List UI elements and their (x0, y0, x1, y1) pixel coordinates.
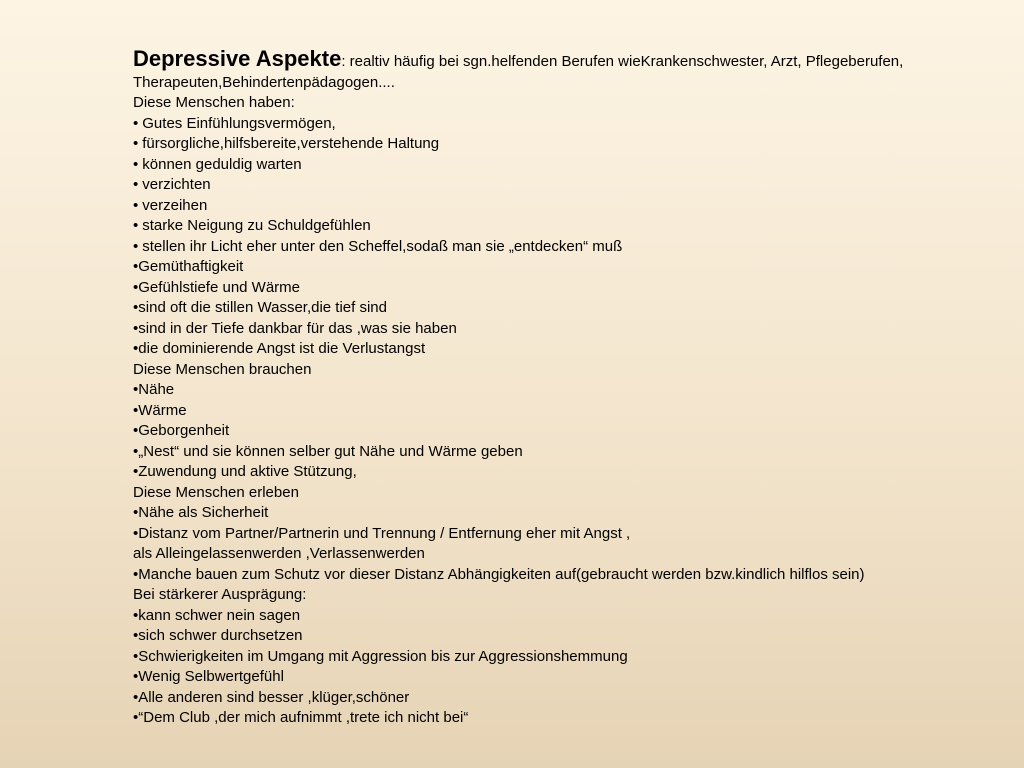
bullet-icon: • (133, 422, 139, 439)
slide-content (133, 46, 1013, 729)
bullet-icon: • (133, 647, 139, 665)
bullet-icon: • (133, 627, 139, 644)
bullet-icon: • (133, 565, 139, 583)
bullet-icon: • (133, 463, 139, 480)
list-item-text: sich schwer durchsetzen (138, 627, 303, 644)
bullet-icon: • (133, 442, 139, 460)
list-item (133, 647, 1013, 668)
list-item-text: „Nest“ und sie können selber gut Nähe und Wärme geben (138, 442, 523, 460)
bullet-icon: • (133, 196, 139, 214)
section-heading (133, 585, 1013, 606)
list-item-text: Gemüthaftigkeit (138, 258, 244, 275)
list-item (133, 503, 1013, 524)
list-item-text: sind oft die stillen Wasser,die tief sind (138, 299, 387, 316)
list-item-text: fürsorgliche,hilfsbereite,verstehende Haltung (142, 135, 440, 152)
bullet-list (133, 93, 1013, 729)
list-item-text: Wenig Selbwertgefühl (138, 668, 284, 685)
bullet-icon: • (133, 524, 139, 542)
list-item (133, 319, 1013, 340)
list-item (133, 688, 1013, 709)
bullet-icon: • (133, 237, 139, 255)
list-item-text: verzeihen (142, 196, 208, 214)
list-item-text: Gutes Einfühlungsvermögen, (142, 114, 336, 132)
bullet-icon: • (133, 606, 139, 624)
bullet-icon: • (133, 217, 139, 234)
list-item (133, 708, 1013, 729)
list-item (133, 667, 1013, 688)
list-item (133, 380, 1013, 401)
list-item (133, 175, 1013, 196)
bullet-icon: • (133, 688, 139, 706)
list-item-text: Gefühlstiefe und Wärme (138, 278, 301, 296)
list-item-text: die dominierende Angst ist die Verlustangst (138, 340, 426, 357)
bullet-icon: • (133, 258, 139, 275)
list-item-text: Geborgenheit (138, 422, 230, 439)
bullet-icon: • (133, 278, 139, 296)
list-item (133, 421, 1013, 442)
list-item-text: Schwierigkeiten im Umgang mit Aggression bis zur Aggressionshemmung (138, 647, 628, 665)
list-item (133, 298, 1013, 319)
section-heading (133, 360, 1013, 381)
list-item (133, 339, 1013, 360)
list-item (133, 401, 1013, 422)
title-line (133, 46, 1013, 73)
list-item (133, 155, 1013, 176)
bullet-icon: • (133, 135, 139, 152)
list-item (133, 442, 1013, 463)
section-heading (133, 544, 1013, 565)
bullet-icon: • (133, 668, 139, 685)
list-item (133, 216, 1013, 237)
list-item (133, 462, 1013, 483)
bullet-icon: • (133, 155, 139, 173)
list-item (133, 278, 1013, 299)
list-item (133, 257, 1013, 278)
list-item-text: kann schwer nein sagen (138, 606, 301, 624)
list-item (133, 524, 1013, 545)
list-item-text: Diese Menschen brauchen (133, 360, 312, 378)
list-item-text: können geduldig warten (142, 155, 302, 173)
list-item-text: Wärme (138, 401, 187, 419)
list-item-text: Diese Menschen erleben (133, 483, 299, 501)
list-item-text: Alle anderen sind besser ,klüger,schöner (138, 688, 410, 706)
list-item-text: sind in der Tiefe dankbar für das ,was sie haben (138, 319, 457, 337)
list-item (133, 134, 1013, 155)
bullet-icon: • (133, 709, 139, 726)
list-item (133, 114, 1013, 135)
section-heading (133, 93, 1013, 114)
bullet-icon: • (133, 299, 139, 316)
list-item-text: Diese Menschen haben: (133, 94, 295, 111)
list-item (133, 565, 1013, 586)
slide-title-continuation: Therapeuten,Behindertenpädagogen.... (133, 73, 395, 91)
bullet-icon: • (133, 319, 139, 337)
list-item (133, 626, 1013, 647)
list-item-text: “Dem Club ,der mich aufnimmt ,trete ich nicht bei“ (138, 709, 469, 726)
list-item-text: als Alleingelassenwerden ,Verlassenwerden (133, 545, 425, 562)
bullet-icon: • (133, 504, 139, 521)
list-item-text: Zuwendung und aktive Stützung, (138, 463, 357, 480)
list-item-text: Nähe als Sicherheit (138, 504, 269, 521)
list-item-text: stellen ihr Licht eher unter den Scheffel,sodaß man sie „entdecken“ muß (142, 237, 623, 255)
list-item-text: Bei stärkerer Ausprägung: (133, 586, 307, 603)
list-item-text: starke Neigung zu Schuldgefühlen (142, 217, 371, 234)
list-item (133, 196, 1013, 217)
list-item-text: verzichten (142, 176, 211, 193)
list-item-text: Manche bauen zum Schutz vor dieser Distanz Abhängigkeiten auf(gebraucht werden bzw.kindlich hilflos sein) (138, 565, 865, 583)
list-item-text: Nähe (138, 381, 175, 398)
bullet-icon: • (133, 381, 139, 398)
list-item-text: Distanz vom Partner/Partnerin und Trennung / Entfernung eher mit Angst , (138, 524, 631, 542)
section-heading (133, 483, 1013, 504)
bullet-icon: • (133, 401, 139, 419)
list-item (133, 606, 1013, 627)
bullet-icon: • (133, 114, 139, 132)
slide-title-suffix: : realtiv häufig bei sgn.helfenden Berufen wieKrankenschwester, Arzt, Pflegeberufen, (341, 53, 904, 70)
bullet-icon: • (133, 340, 139, 357)
list-item (133, 237, 1013, 258)
bullet-icon: • (133, 176, 139, 193)
slide-title: Depressive Aspekte (133, 46, 342, 71)
